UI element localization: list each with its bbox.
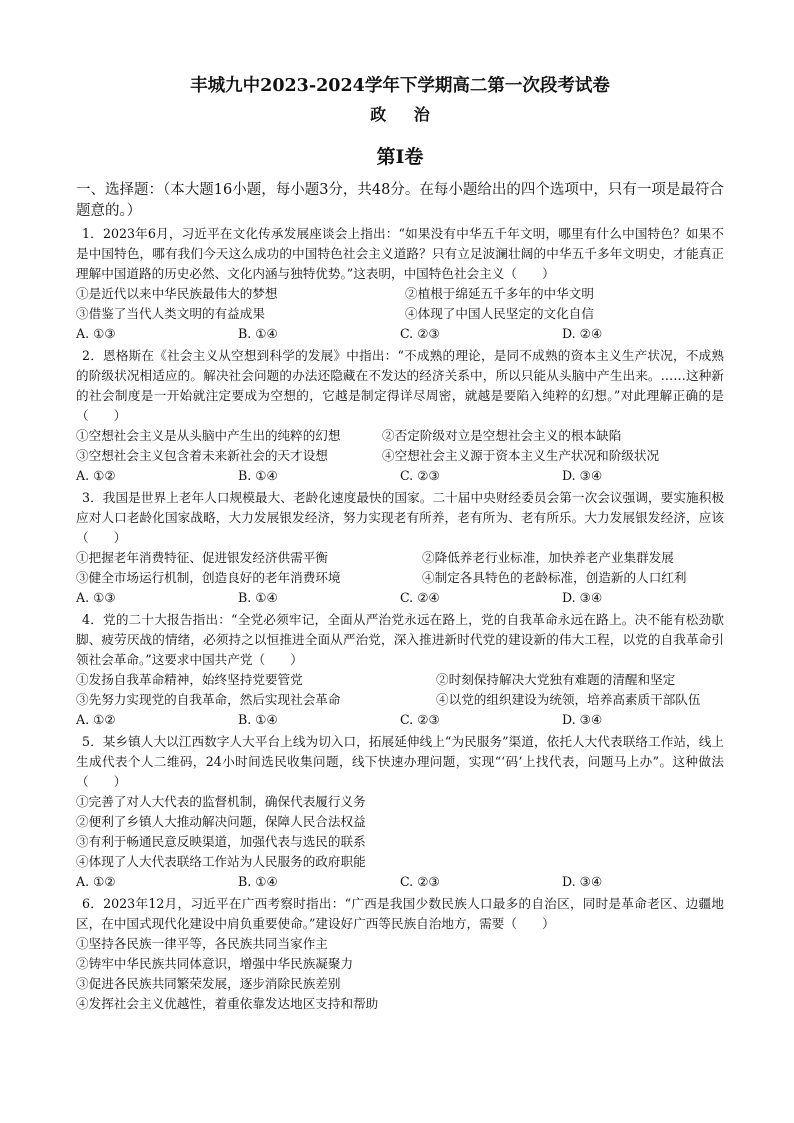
answer-choices (76, 466, 724, 486)
option-4: ④空想社会主义源于资本主义生产状况和阶级状况 (382, 448, 660, 463)
volume-label: 第Ⅰ卷 (376, 146, 424, 168)
answer-b: B. ①④ (238, 712, 278, 727)
option-list (76, 934, 724, 1014)
option-3: ③有利于畅通民意反映渠道，加强代表与选民的联系 (76, 834, 366, 849)
option-2: ②时刻保持解决大党独有难题的清醒和坚定 (436, 672, 676, 687)
answer-d: D. ③④ (562, 590, 603, 605)
question-4 (76, 610, 724, 730)
option-2: ②铸牢中华民族共同体意识，增强中华民族凝聚力 (76, 956, 354, 971)
question-stem: 3．我国是世界上老年人口规模最大、老龄化速度最快的国家。二十届中央财经委员会第一次会议强调，要实施积极应对人口老龄化国家战略，大力发展银发经济，努力实现老有所养，老有所为、老有所乐。大力发展银发经济，应该（ ） (76, 490, 724, 545)
answer-c: C. ②③ (400, 326, 440, 341)
answer-d: D. ③④ (562, 468, 603, 483)
option-3: ③健全市场运行机制，创造良好的老年消费环境 (76, 570, 341, 585)
answer-choices (76, 710, 724, 730)
answer-a: A. ①③ (76, 326, 116, 341)
answer-choices (76, 324, 724, 344)
question-6 (76, 894, 724, 1014)
question-1 (76, 224, 724, 344)
option-list (76, 670, 724, 710)
option-1: ①发扬自我革命精神，始终坚持党要管党 (76, 672, 303, 687)
answer-b: B. ①④ (238, 468, 278, 483)
option-2: ②便利了乡镇人大推动解决问题，保障人民合法权益 (76, 814, 366, 829)
answer-a: A. ①② (76, 874, 116, 889)
answer-a: A. ①③ (76, 590, 116, 605)
answer-b: B. ①④ (238, 590, 278, 605)
answer-choices (76, 872, 724, 892)
question-3 (76, 488, 724, 608)
option-list (76, 426, 724, 466)
option-3: ③先努力实现党的自我革命，然后实现社会革命 (76, 692, 341, 707)
answer-d: D. ③④ (562, 874, 603, 889)
option-list (76, 548, 724, 588)
option-list (76, 284, 724, 324)
option-1: ①把握老年消费特征、促进银发经济供需平衡 (76, 550, 328, 565)
answer-c: C. ②③ (400, 712, 440, 727)
question-5 (76, 732, 724, 892)
question-stem: 6．2023年12月，习近平在广西考察时指出：“广西是我国少数民族人口最多的自治区，同时是革命老区、边疆地区，在中国式现代化建设中肩负重要使命。”建设好广西等民族自治地方，需要（ ） (76, 896, 724, 931)
option-1: ①空想社会主义是从头脑中产生出的纯粹的幻想 (76, 428, 341, 443)
answer-c: C. ②③ (400, 874, 440, 889)
answer-c: C. ②③ (400, 468, 440, 483)
answer-d: D. ②④ (562, 326, 603, 341)
option-4: ④体现了人大代表联络工作站为人民服务的政府职能 (76, 854, 366, 869)
question-2 (76, 346, 724, 486)
option-3: ③空想社会主义包含着未来新社会的天才设想 (76, 448, 328, 463)
option-3: ③借鉴了当代人类文明的有益成果 (76, 306, 265, 321)
question-stem: 4．党的二十大报告指出：“全党必须牢记，全面从严治党永远在路上，党的自我革命永远在路上。决不能有松劲歇脚、疲劳厌战的情绪，必须持之以恒推进全面从严治党，深入推进新时代党的建设新的伟大工程，以党的自我革命引领社会革命。”这要求中国共产党（ ） (76, 612, 724, 667)
answer-b: B. ①④ (238, 326, 278, 341)
option-4: ④发挥社会主义优越性，着重依靠发达地区支持和帮助 (76, 996, 379, 1011)
subject-label: 政 治 (370, 105, 430, 124)
option-3: ③促进各民族共同繁荣发展，逐步消除民族差别 (76, 976, 341, 991)
answer-choices (76, 588, 724, 608)
exam-page (76, 74, 724, 1014)
question-stem: 2．恩格斯在《社会主义从空想到科学的发展》中指出：“不成熟的理论，是同不成熟的资本主义生产状况，不成熟的阶级状况相适应的。解决社会问题的办法还隐藏在不发达的经济关系中，所以只能从头脑中产生出来。……这种新的社会制度是一开始就注定要成为空想的，它越是制定得详尽周密，就越是要陷入纯粹的幻想。”对此理解正确的是（ ） (76, 348, 724, 423)
option-1: ①是近代以来中华民族最伟大的梦想 (76, 286, 278, 301)
option-1: ①完善了对人大代表的监督机制，确保代表履行义务 (76, 794, 366, 809)
option-4: ④以党的组织建设为统领，培养高素质干部队伍 (436, 692, 701, 707)
option-1: ①坚持各民族一律平等，各民族共同当家作主 (76, 936, 328, 951)
option-2: ②降低养老行业标准，加快养老产业集群发展 (422, 550, 674, 565)
option-4: ④体现了中国人民坚定的文化自信 (405, 306, 594, 321)
option-list (76, 792, 724, 872)
question-stem: 5．某乡镇人大以江西数字人大平台上线为切入口，拓展延伸线上“为民服务”渠道，依托人大代表联络工作站，线上生成代表个人二维码，24小时间选民收集问题，线下快速办理问题，实现“‘码’上找代表，问题马上办”。这种做法（ ） (76, 734, 724, 789)
option-4: ④制定各具特色的老龄标准，创造新的人口红利 (422, 570, 687, 585)
answer-b: B. ①④ (238, 874, 278, 889)
option-2: ②植根于绵延五千多年的中华文明 (405, 286, 594, 301)
answer-d: D. ③④ (562, 712, 603, 727)
exam-title: 丰城九中2023-2024学年下学期高二第一次段考试卷 (190, 76, 610, 96)
option-2: ②否定阶级对立是空想社会主义的根本缺陷 (382, 428, 622, 443)
answer-c: C. ②④ (400, 590, 440, 605)
answer-a: A. ①② (76, 468, 116, 483)
answer-a: A. ①② (76, 712, 116, 727)
question-stem: 1．2023年6月，习近平在文化传承发展座谈会上指出：“如果没有中华五千年文明，哪里有什么中国特色？如果不是中国特色，哪有我们今天这么成功的中国特色社会主义道路？只有立足波澜壮阔的中华五千多年文明史，才能真正理解中国道路的历史必然、文化内涵与独特优势。”这表明，中国特色社会主义（ ） (76, 226, 724, 281)
section-heading: 一、选择题：（本大题16小题，每小题3分，共48分。在每小题给出的四个选项中，只有一项是最符合题意的。） (76, 182, 724, 219)
